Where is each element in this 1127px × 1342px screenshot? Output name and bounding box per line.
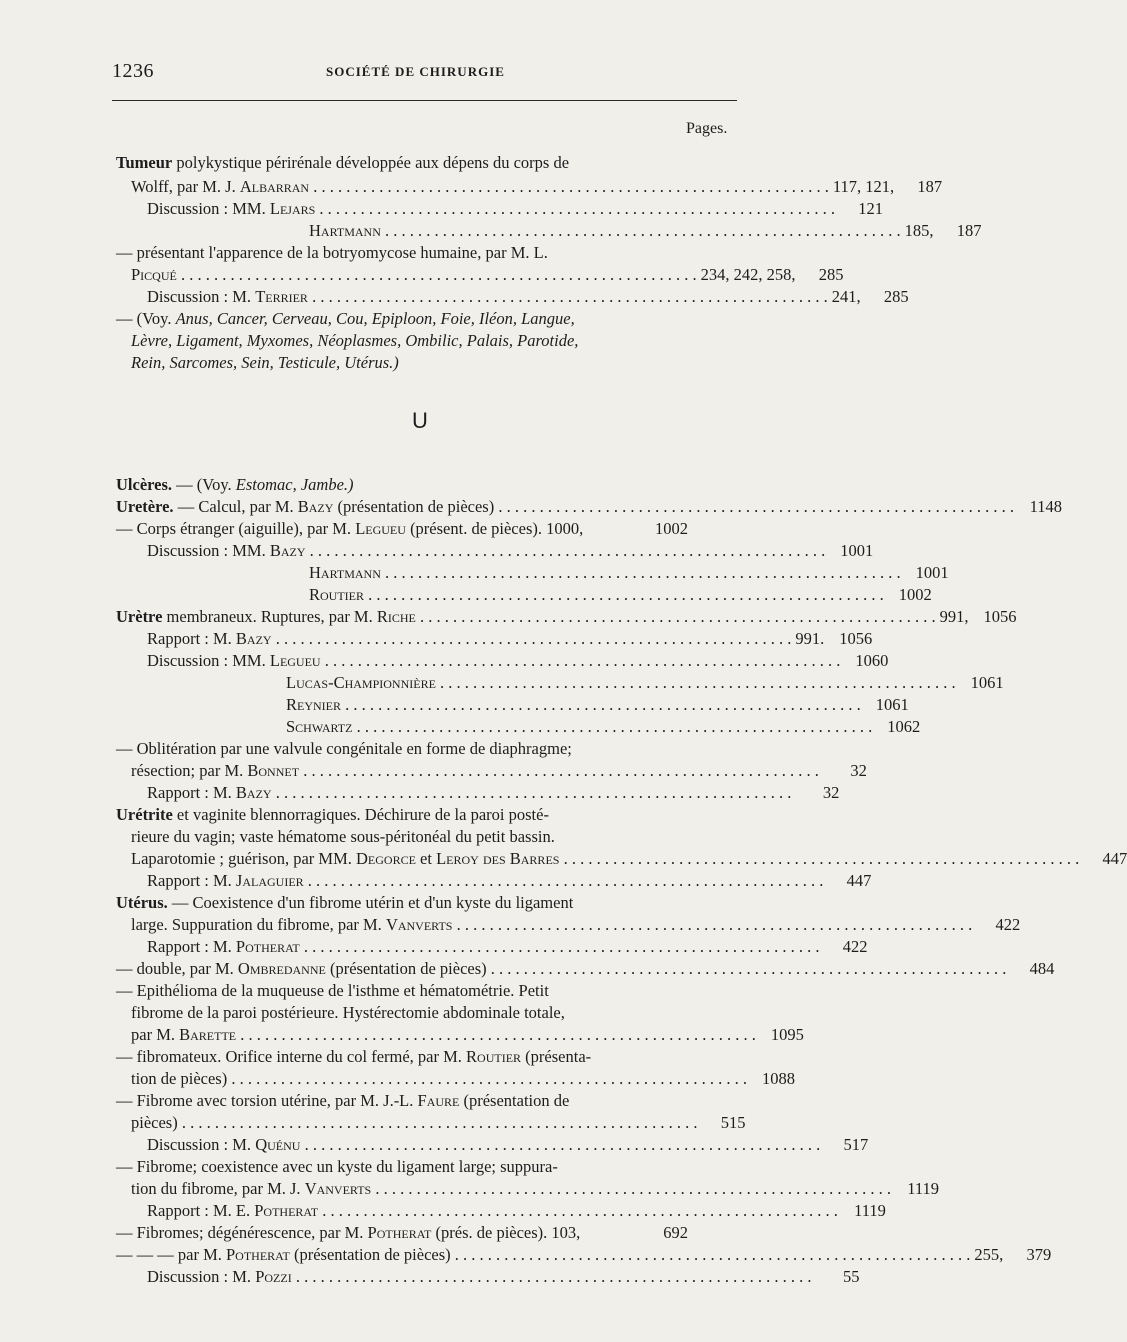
entry-text: — Calcul, par M.: [173, 497, 298, 516]
leader-dots: . . . . . . . . . . . . . . . . . . . . . . . . . . . . . . . . . . . . . . . . . . . . . . . . . . . . . . . . . . . . . . .: [559, 849, 1080, 868]
entry-heading: Tumeur: [116, 153, 173, 172]
author-name: Potherat: [235, 937, 300, 956]
entry-italic: Rein, Sarcomes, Sein, Testicule, Utérus.): [131, 353, 399, 372]
index-line: [0, 650, 889, 672]
leader-dots: . . . . . . . . . . . . . . . . . . . . . . . . . . . . . . . . . . . . . . . . . . . . . . . . . . . . . . . . . . . . . . .: [303, 871, 824, 890]
entry-text: Discussion : M.: [147, 287, 256, 306]
leader-dots: . . . . . . . . . . . . . . . . . . . . . . . . . . . . . . . . . . . . . . . . . . . . . . . . . . . . . . . . . . . . . . .: [300, 1135, 821, 1154]
index-line: [0, 804, 800, 826]
author-name: Reynier: [286, 695, 341, 714]
index-line: [0, 672, 1004, 694]
page-ref: 422: [842, 937, 868, 956]
page-ref: 285: [818, 265, 844, 284]
index-line: [0, 330, 800, 352]
page-ref: 1001: [915, 563, 949, 582]
entry-text: tion du fibrome, par M. J.: [131, 1179, 305, 1198]
entry-text: Discussion : M.: [147, 1135, 256, 1154]
author-name: Lejars: [269, 199, 316, 218]
page-ref: 1002: [655, 519, 688, 538]
entry-text: large. Suppuration du fibrome, par M.: [131, 915, 386, 934]
entry-heading: Utérus.: [116, 893, 168, 912]
entry-text: — Corps étranger (aiguille), par M.: [116, 519, 356, 538]
page-ref: 1119: [854, 1201, 886, 1220]
leader-dots: . . . . . . . . . . . . . . . . . . . . . . . . . . . . . . . . . . . . . . . . . . . . . . . . . . . . . . . . . . . . . . .: [452, 915, 973, 934]
index-line: [0, 716, 921, 738]
entry-text: — Fibrome; coexistence avec un kyste du ligament large; suppura-: [116, 1157, 558, 1176]
entry-text: Discussion : MM.: [147, 651, 270, 670]
leader-dots: . . . . . . . . . . . . . . . . . . . . . . . . . . . . . . . . . . . . . . . . . . . . . . . . . . . . . . . . . . . . . . .: [271, 629, 792, 648]
index-line: [0, 584, 932, 606]
index-line: [0, 980, 800, 1002]
leader-dots: . . . . . . . . . . . . . . . . . . . . . . . . . . . . . . . . . . . . . . . . . . . . . . . . . . . . . . . . . . . . . . .: [309, 177, 829, 196]
leader-dots: . . . . . . . . . . . . . . . . . . . . . . . . . . . . . . . . . . . . . . . . . . . . . . . . . . . . . . . . . . . . . . .: [227, 1069, 747, 1088]
entry-text: — Coexistence d'un fibrome utérin et d'un kyste du ligament: [167, 893, 574, 912]
index-line: [0, 308, 800, 330]
author-name: Degorce: [356, 849, 416, 868]
author-name: Albarran: [239, 177, 310, 196]
index-line: [0, 958, 1055, 980]
page-ref: 1095: [770, 1025, 804, 1044]
leader-dots: . . . . . . . . . . . . . . . . . . . . . . . . . . . . . . . . . . . . . . . . . . . . . . . . . . . . . . . . . . . . . . .: [352, 717, 873, 736]
index-line: [0, 518, 800, 540]
index-line: [0, 694, 909, 716]
entry-text: — Oblitération par une valvule congénitale en forme de diaphragme;: [116, 739, 572, 758]
author-name: Ombredanne: [237, 959, 326, 978]
entry-text: (présentation de pièces): [325, 959, 487, 978]
entry-text: Laparotomie ; guérison, par MM.: [131, 849, 356, 868]
index-line: [0, 1266, 860, 1288]
leader-dots: . . . . . . . . . . . . . . . . . . . . . . . . . . . . . . . . . . . . . . . . . . . . . . . . . . . . . . . . . . . . . . .: [271, 783, 792, 802]
entry-text: — fibromateux. Orifice interne du col fermé, par M.: [116, 1047, 467, 1066]
page-ref: 255,: [974, 1245, 1004, 1264]
index-line: [0, 606, 1017, 628]
index-line: [0, 826, 800, 848]
author-name: Hartmann: [309, 221, 381, 240]
entry-text: Rapport : M. E.: [147, 1201, 255, 1220]
index-line: [0, 562, 949, 584]
entry-text: rieure du vagin; vaste hématome sous-péritonéal du petit bassin.: [131, 827, 555, 846]
entry-text: résection; par M.: [131, 761, 248, 780]
leader-dots: . . . . . . . . . . . . . . . . . . . . . . . . . . . . . . . . . . . . . . . . . . . . . . . . . . . . . . . . . . . . . . .: [305, 541, 826, 560]
author-name: Bazy: [235, 783, 272, 802]
index-line: [0, 870, 872, 892]
author-name: Legueu: [355, 519, 406, 538]
index-line: [0, 892, 800, 914]
running-title: SOCIÉTÉ DE CHIRURGIE: [326, 64, 505, 79]
pages-column-label: Pages.: [686, 120, 728, 137]
leader-dots: . . . . . . . . . . . . . . . . . . . . . . . . . . . . . . . . . . . . . . . . . . . . . . . . . . . . . . . . . . . . . . .: [380, 221, 901, 240]
leader-dots: . . . . . . . . . . . . . . . . . . . . . . . . . . . . . . . . . . . . . . . . . . . . . . . . . . . . . . . . . . . . . . .: [371, 1179, 891, 1198]
section-letter: U: [412, 408, 428, 433]
entry-text: Rapport : M.: [147, 783, 236, 802]
leader-dots: . . . . . . . . . . . . . . . . . . . . . . . . . . . . . . . . . . . . . . . . . . . . . . . . . . . . . . . . . . . . . . .: [364, 585, 884, 604]
entry-text: fibrome de la paroi postérieure. Hystérectomie abdominale totale,: [131, 1003, 565, 1022]
leader-dots: . . . . . . . . . . . . . . . . . . . . . . . . . . . . . . . . . . . . . . . . . . . . . . . . . . . . . . . . . . . . . . .: [177, 1113, 698, 1132]
index-line: [0, 152, 800, 174]
author-name: Vanverts: [385, 915, 453, 934]
index-line: [0, 540, 874, 562]
entry-heading: Urètre: [116, 607, 163, 626]
index-line: [0, 496, 1062, 518]
author-name: Bazy: [297, 497, 334, 516]
entry-italic: Estomac, Jambe.): [235, 475, 354, 494]
page-ref: 379: [1026, 1245, 1052, 1264]
leader-dots: . . . . . . . . . . . . . . . . . . . . . . . . . . . . . . . . . . . . . . . . . . . . . . . . . . . . . . . . . . . . . . .: [486, 959, 1007, 978]
author-name: Riche: [376, 607, 416, 626]
author-name: Bazy: [269, 541, 306, 560]
index-line: [0, 1046, 800, 1068]
page-ref: 1119: [907, 1179, 939, 1198]
entry-text: — (Voy.: [172, 475, 236, 494]
leader-dots: . . . . . . . . . . . . . . . . . . . . . . . . . . . . . . . . . . . . . . . . . . . . . . . . . . . . . . . . . . . . . . .: [315, 199, 836, 218]
entry-text: Discussion : M.: [147, 1267, 256, 1286]
page-ref: 187: [917, 177, 943, 196]
leader-dots: . . . . . . . . . . . . . . . . . . . . . . . . . . . . . . . . . . . . . . . . . . . . . . . . . . . . . . . . . . . . . . .: [307, 287, 828, 306]
entry-text: — double, par M.: [116, 959, 238, 978]
leader-dots: . . . . . . . . . . . . . . . . . . . . . . . . . . . . . . . . . . . . . . . . . . . . . . . . . . . . . . . . . . . . . . .: [415, 607, 936, 626]
page-ref: 692: [663, 1223, 688, 1242]
page-ref: 55: [842, 1267, 860, 1286]
index-line: [0, 628, 873, 650]
index-line: [0, 1024, 804, 1046]
page-ref: 1062: [887, 717, 921, 736]
page-ref: 241,: [831, 287, 861, 306]
index-line: [0, 738, 800, 760]
page-ref: 517: [843, 1135, 869, 1154]
index-line: [0, 1090, 800, 1112]
author-name: Terrier: [255, 287, 308, 306]
page-ref: 484: [1029, 959, 1055, 978]
entry-text: — (Voy.: [116, 309, 176, 328]
page-ref: 185,: [904, 221, 934, 240]
page-ref: 1148: [1029, 497, 1062, 516]
author-name: Schwartz: [286, 717, 353, 736]
index-line: [0, 914, 1021, 936]
entry-text: Rapport : M.: [147, 871, 236, 890]
entry-text: (présentation de: [459, 1091, 570, 1110]
page-ref: 1061: [970, 673, 1004, 692]
author-name: Bonnet: [247, 761, 300, 780]
entry-text: Rapport : M.: [147, 937, 236, 956]
page-ref: 991,: [939, 607, 969, 626]
author-name: Picqué: [131, 265, 177, 284]
author-name: Jalaguier: [235, 871, 304, 890]
entry-heading: Uretère.: [116, 497, 174, 516]
leader-dots: . . . . . . . . . . . . . . . . . . . . . . . . . . . . . . . . . . . . . . . . . . . . . . . . . . . . . . . . . . . . . . .: [299, 761, 819, 780]
author-name: Quénu: [255, 1135, 301, 1154]
leader-dots: . . . . . . . . . . . . . . . . . . . . . . . . . . . . . . . . . . . . . . . . . . . . . . . . . . . . . . . . . . . . . . .: [299, 937, 820, 956]
page-ref: 1001: [840, 541, 874, 560]
entry-text: — présentant l'apparence de la botryomycose humaine, par M. L.: [116, 243, 548, 262]
page-ref: 1002: [898, 585, 932, 604]
author-name: Bazy: [235, 629, 272, 648]
page-ref: 117, 121,: [832, 177, 895, 196]
author-name: Faure: [417, 1091, 460, 1110]
page-ref: 447: [1102, 849, 1127, 868]
page-ref: 285: [883, 287, 909, 306]
index-line: [0, 1134, 869, 1156]
index-line: [0, 1156, 800, 1178]
entry-text: (présentation de pièces): [333, 497, 495, 516]
page-ref: 187: [956, 221, 982, 240]
entry-italic: Lèvre, Ligament, Myxomes, Néoplasmes, Ombilic, Palais, Parotide,: [131, 331, 579, 350]
entry-text: et: [415, 849, 437, 868]
leader-dots: . . . . . . . . . . . . . . . . . . . . . . . . . . . . . . . . . . . . . . . . . . . . . . . . . . . . . . . . . . . . . . .: [320, 651, 841, 670]
index-line: [0, 1002, 800, 1024]
entry-text: tion de pièces): [131, 1069, 228, 1088]
page-ref: 1088: [761, 1069, 795, 1088]
leader-dots: . . . . . . . . . . . . . . . . . . . . . . . . . . . . . . . . . . . . . . . . . . . . . . . . . . . . . . . . . . . . . . .: [176, 265, 697, 284]
page-ref: 1060: [855, 651, 889, 670]
page-ref: 1061: [875, 695, 909, 714]
entry-text: Wolff, par M. J.: [131, 177, 240, 196]
page-ref: 234, 242, 258,: [700, 265, 796, 284]
index-line: [0, 1068, 800, 1090]
index-line: [0, 760, 867, 782]
index-line: [0, 176, 943, 198]
page-ref: 447: [846, 871, 872, 890]
leader-dots: . . . . . . . . . . . . . . . . . . . . . . . . . . . . . . . . . . . . . . . . . . . . . . . . . . . . . . . . . . . . . . .: [341, 695, 861, 714]
leader-dots: . . . . . . . . . . . . . . . . . . . . . . . . . . . . . . . . . . . . . . . . . . . . . . . . . . . . . . . . . . . . . . .: [236, 1025, 756, 1044]
leader-dots: . . . . . . . . . . . . . . . . . . . . . . . . . . . . . . . . . . . . . . . . . . . . . . . . . . . . . . . . . . . . . . .: [291, 1267, 812, 1286]
page-ref: 515: [720, 1113, 746, 1132]
leader-dots: . . . . . . . . . . . . . . . . . . . . . . . . . . . . . . . . . . . . . . . . . . . . . . . . . . . . . . . . . . . . . . .: [380, 563, 901, 582]
index-line: [0, 242, 800, 264]
author-name: Hartmann: [309, 563, 381, 582]
index-line: [0, 474, 800, 496]
index-line: [0, 1178, 939, 1200]
leader-dots: . . . . . . . . . . . . . . . . . . . . . . . . . . . . . . . . . . . . . . . . . . . . . . . . . . . . . . . . . . . . . . .: [450, 1245, 971, 1264]
page-ref: 32: [850, 761, 867, 780]
entry-text: — Fibrome avec torsion utérine, par M. J.-L.: [116, 1091, 418, 1110]
entry-text: — Epithélioma de la muqueuse de l'isthme et hématométrie. Petit: [116, 981, 549, 1000]
page-ref: 121: [858, 199, 884, 218]
index-line: [0, 198, 884, 220]
entry-heading: Urétrite: [116, 805, 173, 824]
author-name: Routier: [309, 585, 364, 604]
header-rule: [112, 100, 737, 101]
entry-italic: Anus, Cancer, Cerveau, Cou, Epiploon, Foie, Iléon, Langue,: [175, 309, 575, 328]
author-name: Pozzi: [255, 1267, 292, 1286]
author-name: Leroy des Barres: [436, 849, 560, 868]
index-line: [0, 264, 844, 286]
entry-text: (présentation de pièces): [289, 1245, 451, 1264]
index-line: [0, 1244, 1052, 1266]
entry-heading: Ulcères.: [116, 475, 173, 494]
entry-text: — — — par M.: [116, 1245, 226, 1264]
entry-text: Discussion : MM.: [147, 541, 270, 560]
author-name: Potherat: [254, 1201, 319, 1220]
entry-text: polykystique périrénale développée aux dépens du corps de: [172, 153, 570, 172]
index-line: [0, 220, 982, 242]
leader-dots: . . . . . . . . . . . . . . . . . . . . . . . . . . . . . . . . . . . . . . . . . . . . . . . . . . . . . . . . . . . . . . .: [435, 673, 956, 692]
author-name: Barette: [179, 1025, 237, 1044]
page-number: 1236: [112, 60, 154, 82]
page-ref: 1056: [983, 607, 1017, 626]
entry-text: par M.: [131, 1025, 180, 1044]
entry-text: — Fibromes; dégénérescence, par M.: [116, 1223, 368, 1242]
index-line: [0, 286, 909, 308]
entry-text: membraneux. Ruptures, par M.: [162, 607, 377, 626]
page-ref: 422: [995, 915, 1021, 934]
index-line: [0, 848, 1127, 870]
page-ref: 991.: [795, 629, 825, 648]
index-line: [0, 782, 840, 804]
author-name: Potherat: [226, 1245, 290, 1264]
author-name: Potherat: [367, 1223, 432, 1242]
page-ref: 1056: [839, 629, 873, 648]
author-name: Legueu: [269, 651, 321, 670]
entry-text: et vaginite blennorragiques. Déchirure de la paroi posté-: [172, 805, 549, 824]
index-line: [0, 1200, 886, 1222]
entry-text: pièces): [131, 1113, 178, 1132]
index-line: [0, 936, 868, 958]
index-line: [0, 1112, 800, 1134]
leader-dots: . . . . . . . . . . . . . . . . . . . . . . . . . . . . . . . . . . . . . . . . . . . . . . . . . . . . . . . . . . . . . . .: [494, 497, 1014, 516]
author-name: Routier: [466, 1047, 522, 1066]
entry-text: (présent. de pièces). 1000,: [405, 519, 584, 538]
author-name: Lucas-Championnière: [286, 673, 436, 692]
entry-text: Discussion : MM.: [147, 199, 270, 218]
entry-text: Rapport : M.: [147, 629, 236, 648]
entry-text: (présenta-: [521, 1047, 592, 1066]
entry-text: (prés. de pièces). 103,: [431, 1223, 581, 1242]
page-ref: 32: [822, 783, 840, 802]
leader-dots: . . . . . . . . . . . . . . . . . . . . . . . . . . . . . . . . . . . . . . . . . . . . . . . . . . . . . . . . . . . . . . .: [318, 1201, 838, 1220]
author-name: Vanverts: [304, 1179, 372, 1198]
index-line: [0, 352, 800, 374]
index-line: [0, 1222, 800, 1244]
